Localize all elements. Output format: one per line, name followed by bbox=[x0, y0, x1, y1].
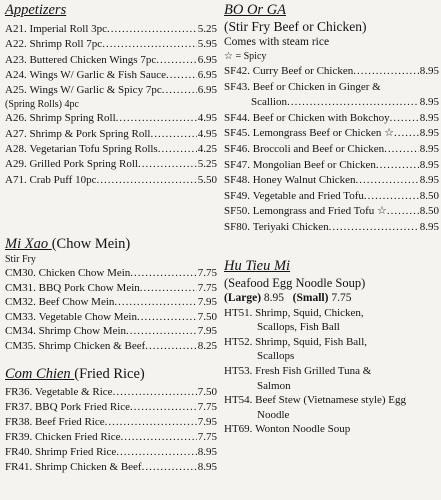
menu-item: A27. Shrimp & Pork Spring Roll ..... 4.95 bbox=[5, 127, 217, 142]
noodle-soup-section bbox=[224, 258, 439, 437]
menu-item: SF49. Vegetable and Fried Tofu ..... 8.50 bbox=[224, 189, 439, 205]
menu-item: SF46. Broccoli and Beef or Chicken ..... 8.95 bbox=[224, 142, 439, 158]
stir-fry-subtitle: (Stir Fry Beef or Chicken) bbox=[224, 19, 367, 34]
menu-item: A71. Crab Puff 10pc ..... 5.50 bbox=[5, 173, 217, 188]
spicy-legend: ☆ = Spicy bbox=[224, 51, 267, 62]
menu-item: SF42. Curry Beef or Chicken ..... 8.95 bbox=[224, 64, 439, 80]
menu-item: SF47. Mongolian Beef or Chicken ..... 8.95 bbox=[224, 158, 439, 174]
right-column bbox=[224, 2, 439, 437]
fried-rice-section bbox=[5, 366, 217, 475]
menu-item: FR40. Shrimp Fried Rice ..... 8.95 bbox=[5, 445, 217, 460]
menu-item-continuation: Scallops bbox=[257, 350, 295, 363]
menu-item: CM31. BBQ Pork Chow Mein ..... 7.75 bbox=[5, 281, 217, 296]
menu-item: A24. Wings W/ Garlic & Fish Sauce ..... 6.95 bbox=[5, 68, 217, 83]
stir-fry-title: BO Or GA bbox=[224, 2, 287, 18]
menu-item: FR38. Beef Fried Rice ..... 7.95 bbox=[5, 415, 217, 430]
appetizers-title: Appetizers bbox=[5, 2, 67, 18]
menu-item: HT51. Shrimp, Squid, Chicken, bbox=[224, 306, 364, 319]
chow-mein-title: Mi Xao (Chow Mein) bbox=[5, 235, 131, 252]
menu-item: CM30. Chicken Chow Mein ..... 7.75 bbox=[5, 266, 217, 281]
spring-rolls-subheading: (Spring Rolls) 4pc bbox=[5, 99, 79, 111]
fried-rice-title: Com Chien (Fried Rice) bbox=[5, 365, 145, 382]
menu-item: FR37. BBQ Pork Fried Rice ..... 7.75 bbox=[5, 400, 217, 415]
menu-item: A28. Vegetarian Tofu Spring Rolls ..... 4.25 bbox=[5, 142, 217, 157]
menu-item: CM34. Shrimp Chow Mein ..... 7.95 bbox=[5, 324, 217, 339]
menu-item: HT54. Beef Stew (Vietnamese style) Egg bbox=[224, 394, 407, 407]
large-price: 8.95 bbox=[263, 291, 285, 304]
stir-fry-section bbox=[224, 2, 439, 236]
noodle-sizes bbox=[224, 291, 439, 306]
menu-item: HT52. Shrimp, Squid, Fish Ball, bbox=[224, 335, 368, 348]
small-label: (Small) bbox=[292, 291, 329, 304]
menu-item: FR41. Shrimp Chicken & Beef ..... 8.95 bbox=[5, 460, 217, 475]
left-column bbox=[5, 2, 217, 475]
noodle-soup-subtitle: (Seafood Egg Noodle Soup) bbox=[224, 275, 366, 290]
menu-item: SF44. Beef or Chicken with Bokchoy ..... 8.95 bbox=[224, 111, 439, 127]
chow-mein-section bbox=[5, 236, 217, 354]
menu-item: SF43. Beef or Chicken in Ginger & bbox=[224, 80, 381, 93]
menu-item: SF45. Lemongrass Beef or Chicken ☆ ..... 8.95 bbox=[224, 126, 439, 142]
menu-item: FR39. Chicken Fried Rice ..... 7.75 bbox=[5, 430, 217, 445]
appetizers-section bbox=[5, 2, 217, 188]
menu-item: A21. Imperial Roll 3pc ..... 5.25 bbox=[5, 22, 217, 37]
menu-item: A25. Wings W/ Garlic & Spicy 7pc ..... 6.95 bbox=[5, 83, 217, 98]
menu-item: HT69. Wonton Noodle Soup bbox=[224, 423, 351, 436]
chow-mein-subtitle: Stir Fry bbox=[5, 253, 36, 265]
small-price: 7.75 bbox=[331, 291, 352, 304]
menu-item: A23. Buttered Chicken Wings 7pc ..... 6.95 bbox=[5, 53, 217, 68]
menu-item: A26. Shrimp Spring Roll ..... 4.95 bbox=[5, 111, 217, 126]
menu-item: A22. Shrimp Roll 7pc ..... 5.95 bbox=[5, 37, 217, 52]
menu-item: FR36. Vegetable & Rice ..... 7.50 bbox=[5, 385, 217, 400]
menu-item: SF50. Lemongrass and Fried Tofu ☆ ..... 8.50 bbox=[224, 204, 439, 220]
menu-item-continuation: Noodle bbox=[257, 408, 290, 421]
menu-item: CM35. Shrimp Chicken & Beef ..... 8.25 bbox=[5, 339, 217, 354]
menu-item: HT53. Fresh Fish Grilled Tuna & bbox=[224, 364, 372, 377]
menu-item: SF80. Teriyaki Chicken ..... 8.95 bbox=[224, 220, 439, 236]
menu-item: A29. Grilled Pork Spring Roll ..... 5.25 bbox=[5, 157, 217, 172]
menu-item-continuation: Scallops, Fish Ball bbox=[257, 321, 340, 334]
menu-item-continuation: Salmon bbox=[257, 379, 291, 392]
noodle-soup-title: Hu Tieu Mi bbox=[224, 257, 291, 274]
large-label: (Large) bbox=[224, 291, 262, 304]
menu-item: SF48. Honey Walnut Chicken ..... 8.95 bbox=[224, 173, 439, 189]
stir-fry-note: Comes with steam rice bbox=[224, 36, 330, 48]
menu-item: CM32. Beef Chow Mein ..... 7.95 bbox=[5, 295, 217, 310]
menu-item: CM33. Vegetable Chow Mein ..... 7.50 bbox=[5, 310, 217, 325]
menu-item-continuation: Scallion ..... 8.95 bbox=[224, 95, 439, 111]
